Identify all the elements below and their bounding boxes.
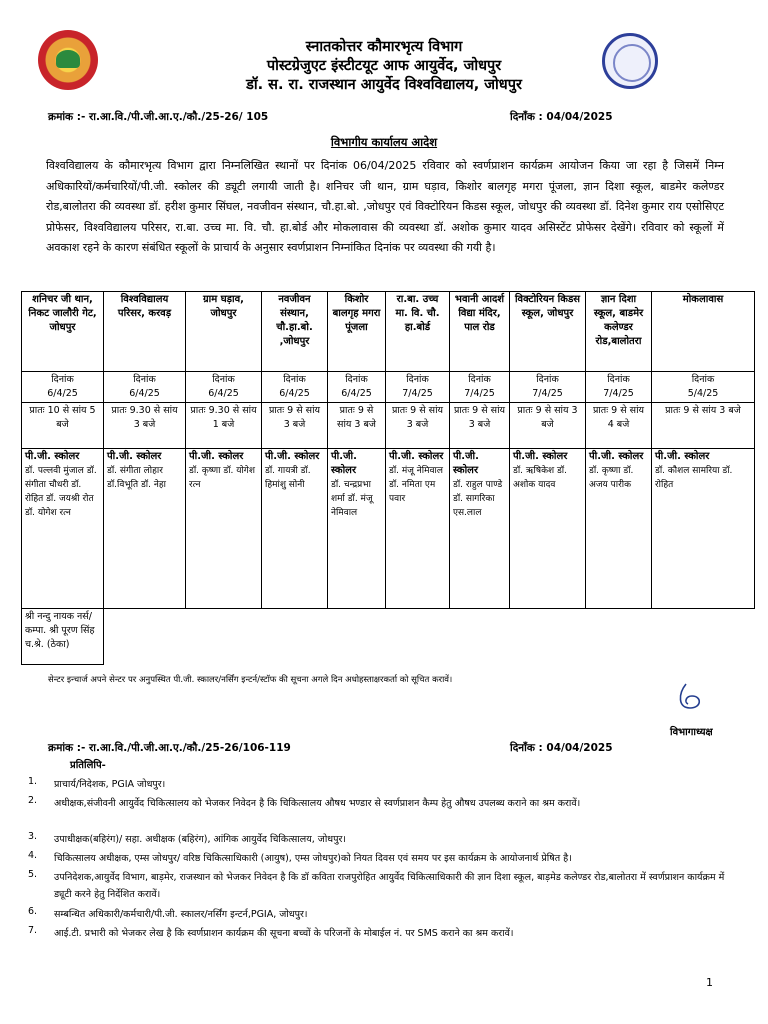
- venue-cell: ज्ञान दिशा स्कूल, बाडमेर कलेण्डर रोड,बालोतरा: [586, 292, 652, 372]
- date-cell: [450, 372, 510, 403]
- time-cell: प्रातः 9 से सांय 3 बजे: [450, 403, 510, 449]
- date-cell: [22, 372, 104, 403]
- date-label: दिनांक: [51, 374, 74, 385]
- date-cell: [104, 372, 186, 403]
- scholar-heading: पी.जी. स्कोलर: [453, 451, 479, 476]
- date-row: [22, 372, 755, 403]
- date-label: दिनांक: [468, 374, 491, 385]
- center-incharge-note: सेन्टर इन्चार्ज अपने सेन्टर पर अनुपस्थित पी.जी. स्कालर/नर्सिंग इन्टर्न/स्टॉफ की सूचना अगले दिन अधोहस्ताक्षरकर्ता को सूचित करावें।: [48, 675, 453, 685]
- date-cell: [510, 372, 586, 403]
- staff-cell: श्री नन्दु नायक नर्स/कम्पा. श्री पूरण सिंह च.श्रे. (ठेका): [22, 609, 104, 665]
- scholar-heading: पी.जी. स्कोलर: [265, 451, 320, 462]
- date-value: 6/4/25: [47, 388, 78, 399]
- date-cell: [586, 372, 652, 403]
- venue-cell: भवानी आदर्श विद्या मंदिर, पाल रोड: [450, 292, 510, 372]
- venue-row: [22, 292, 755, 372]
- scholar-heading: पी.जी. स्कोलर: [331, 451, 357, 476]
- scholar-heading: पी.जी. स्कोलर: [25, 451, 80, 462]
- time-cell: प्रातः 10 से सांय 5 बजे: [22, 403, 104, 449]
- date-label: दिनांक: [691, 374, 715, 385]
- date-label: दिनांक: [133, 374, 156, 385]
- scholar-row: [22, 449, 755, 609]
- order-title: विभागीय कार्यालय आदेश: [330, 135, 438, 149]
- venue-cell: किशोर बालगृह मगरा पूंजला: [328, 292, 386, 372]
- time-cell: प्रातः 9.30 से सांय 1 बजे: [186, 403, 262, 449]
- scholar-heading: पी.जी. स्कोलर: [655, 451, 710, 462]
- date-value: 6/4/25: [341, 388, 372, 399]
- scholar-names: डॉ. संगीता लोहार डॉ.विभूति डॉ. नेहा: [107, 466, 166, 490]
- scholar-names: डॉ. गायत्री डॉ. हिमांशु सोनी: [265, 466, 311, 490]
- scholar-names: डॉ. कौशल सामरिया डॉ. रोहित: [655, 466, 733, 490]
- scholar-heading: पी.जी. स्कोलर: [107, 451, 162, 462]
- scholar-cell: [510, 449, 586, 609]
- scholar-names: डॉ. कृष्णा डॉ. योगेश रत्न: [189, 466, 255, 490]
- date-cell: [652, 372, 755, 403]
- date-value: 6/4/25: [129, 388, 160, 399]
- time-cell: प्रातः 9 से सांय 3 बजे: [328, 403, 386, 449]
- venue-cell: नवजीवन संस्थान, चौ.हा.बो. ,जोधपुर: [262, 292, 328, 372]
- time-cell: प्रातः 9 से सांय 3 बजे: [510, 403, 586, 449]
- scholar-cell: [386, 449, 450, 609]
- scholar-cell: [104, 449, 186, 609]
- order-paragraph: विश्वविद्यालय के कौमारभृत्य विभाग द्वारा निम्नलिखित स्थानों पर दिनांक 06/04/2025 रविवार को स्वर्णप्राशन कार्यक्रम आयोजन किया जा रहा है जिसमें निम्न अधिकारियों/कर्मचारियों/पी.जी. स्कोलर की ड्यूटी लगायी जाती है। शनिचर जी थान, ग्राम घड़ाव, किशोर बालगृह मगरा पूंजला, ज्ञान दिशा स्कूल, बाडमेर कलेण्डर रोड,बालोतरा की व्यवस्था डॉ. हरीश कुमार सिंघल, नवजीवन संस्थान, चौ.हा.बो. ,जोधपुर एवं विक्टोरियन किडस स्कूल, जोधपुर की व्यवस्था डॉ. दिनेश कुमार राय एसोसिएट प्रोफेसर, विश्वविद्यालय परिसर, रा.बा. उच्च मा. वि. चौ. हा.बोर्ड और मोकलावास की व्यवस्था डॉ. अशोक कुमार यादव असिस्टेंट प्रोफेसर देखेंगे। रविवार को स्कूलों में अवकाश रहने के कारण संबंधित स्कूलों के प्राचार्य के अनुसार स्वर्णप्राशन निम्नांकित दिनांक पर व्यवस्था की गयी है।: [46, 159, 724, 254]
- scholar-names: डॉ. मंजू नेमिवाल डॉ. नमिता एम पवार: [389, 466, 443, 504]
- scholar-cell: [586, 449, 652, 609]
- schedule-table: [21, 291, 755, 665]
- scholar-cell: [262, 449, 328, 609]
- copy-heading: प्रतिलिपि-: [70, 760, 106, 771]
- date-value: 6/4/25: [279, 388, 310, 399]
- signatory-title: विभागाध्यक्ष: [670, 727, 713, 738]
- venue-cell: विश्वविद्यालय परिसर, करवड़: [104, 292, 186, 372]
- scholar-names: डॉ. कृष्णा डॉ. अजय पारीक: [589, 466, 634, 490]
- venue-cell: ग्राम घड़ाव, जोधपुर: [186, 292, 262, 372]
- scholar-heading: पी.जी. स्कोलर: [513, 451, 568, 462]
- scholar-cell: [22, 449, 104, 609]
- date-value: 7/4/25: [532, 388, 563, 399]
- date-cell: [328, 372, 386, 403]
- date-label: दिनांक: [607, 374, 630, 385]
- date-value: 7/4/25: [402, 388, 433, 399]
- order-title-wrap: [0, 131, 768, 150]
- institute-title: पोस्टग्रेजुएट इंस्टीटयूट आफ आयुर्वेद, जोधपुर: [266, 58, 502, 74]
- date-cell: [386, 372, 450, 403]
- date-value: 7/4/25: [464, 388, 495, 399]
- order-number: क्रमांक :- रा.आ.वि./पी.जी.आ.ए./कौ./25-26/ 105: [48, 111, 269, 123]
- scholar-cell: [652, 449, 755, 609]
- scholar-names: डॉ. ऋषिकेश डॉ. अशोक यादव: [513, 466, 567, 490]
- venue-cell: रा.बा. उच्च मा. वि. चौ. हा.बोर्ड: [386, 292, 450, 372]
- date-cell: [186, 372, 262, 403]
- date-label: दिनांक: [212, 374, 235, 385]
- scholar-heading: पी.जी. स्कोलर: [589, 451, 644, 462]
- time-cell: प्रातः 9 से सांय 3 बजे: [386, 403, 450, 449]
- copy-order-date: दिनाँक : 04/04/2025: [510, 742, 613, 754]
- scholar-heading: पी.जी. स्कोलर: [189, 451, 244, 462]
- staff-row: [22, 609, 755, 665]
- scholar-cell: [328, 449, 386, 609]
- date-label: दिनांक: [536, 374, 559, 385]
- venue-cell: मोकलावास: [652, 292, 755, 372]
- date-value: 7/4/25: [603, 388, 634, 399]
- scholar-names: डॉ. पल्लवी मुंजाल डॉ. संगीता चौधरी डॉ. रोहित डॉ. जयश्री रोत डॉ. योगेश रत्न: [25, 466, 97, 518]
- university-title: डॉ. स. रा. राजस्थान आयुर्वेद विश्वविद्यालय, जोधपुर: [246, 77, 522, 93]
- scholar-heading: पी.जी. स्कोलर: [389, 451, 444, 462]
- venue-cell: विक्टोरियन किडस स्कूल, जोधपुर: [510, 292, 586, 372]
- scholar-cell: [450, 449, 510, 609]
- time-cell: प्रातः 9 से सांय 3 बजे: [652, 403, 755, 449]
- order-date: दिनाँक : 04/04/2025: [510, 111, 613, 123]
- scholar-names: डॉ. राहुल पाण्डे डॉ. सागरिका एस.लाल: [453, 480, 503, 518]
- date-value: 5/4/25: [687, 388, 719, 399]
- scholar-cell: [186, 449, 262, 609]
- date-cell: [262, 372, 328, 403]
- date-label: दिनांक: [345, 374, 368, 385]
- time-cell: प्रातः 9 से सांय 4 बजे: [586, 403, 652, 449]
- date-value: 6/4/25: [208, 388, 239, 399]
- venue-cell: शनिचर जी थान, निकट जालौरी गेट, जोधपुर: [22, 292, 104, 372]
- time-row: [22, 403, 755, 449]
- date-label: दिनांक: [406, 374, 429, 385]
- department-title: स्नातकोत्तर कौमारभृत्य विभाग: [305, 39, 463, 55]
- scholar-names: डॉ. चन्द्रप्रभा शर्मा डॉ. मंजू नेमिवाल: [331, 480, 373, 518]
- time-cell: प्रातः 9.30 से सांय 3 बजे: [104, 403, 186, 449]
- copy-order-number: क्रमांक :- रा.आ.वि./पी.जी.आ.ए./कौ./25-26/106-119: [48, 742, 291, 754]
- page-number: 1: [706, 976, 713, 989]
- time-cell: प्रातः 9 से सांय 3 बजे: [262, 403, 328, 449]
- signature-mark: [672, 680, 712, 714]
- date-label: दिनांक: [283, 374, 306, 385]
